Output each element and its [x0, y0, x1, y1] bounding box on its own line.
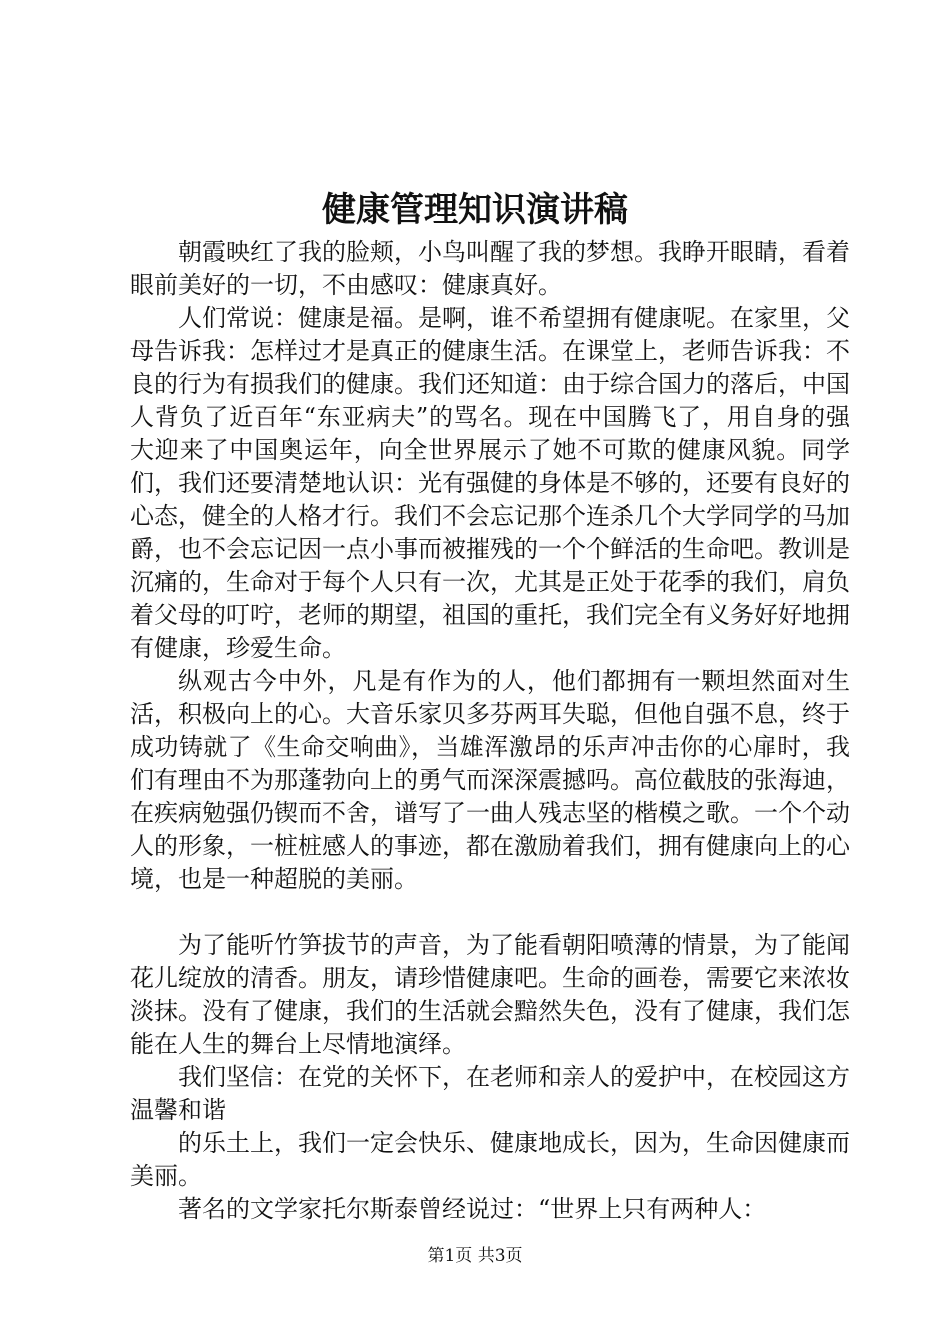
paragraph-2: 人们常说：健康是福。是啊，谁不希望拥有健康呢。在家里，父母告诉我：怎样过才是真正的健康生活。在课堂上，老师告诉我：不良的行为有损我们的健康。我们还知道：由于综合国力的落后，中国人背负了近百年“东亚病夫”的骂名。现在中国腾飞了，用自身的强大迎来了中国奥运年，向全世界展示了她不可欺的健康风貌。同学们，我们还要清楚地认识：光有强健的身体是不够的，还要有良好的心态，健全的人格才行。我们不会忘记那个连杀几个大学同学的马加爵，也不会忘记因一点小事而被摧残的一个个鲜活的生命吧。教训是沉痛的，生命对于每个人只有一次，尤其是正处于花季的我们，肩负着父母的叮咛，老师的期望，祖国的重托，我们完全有义务好好地拥有健康，珍爱生命。 [130, 304, 850, 662]
paragraph-4: 为了能听竹笋拔节的声音，为了能看朝阳喷薄的情景，为了能闻花儿绽放的清香。朋友，请珍惜健康吧。生命的画卷，需要它来浓妆淡抹。没有了健康，我们的生活就会黯然失色，没有了健康，我们怎能在人生的舞台上尽情地演绎。 [130, 931, 850, 1058]
paragraph-1: 朝霞映红了我的脸颊，小鸟叫醒了我的梦想。我睁开眼睛，看着眼前美好的一切，不由感叹：健康真好。 [130, 238, 850, 299]
page-number-footer: 第1页 共3页 [427, 1246, 523, 1266]
paragraph-3: 纵观古今中外，凡是有作为的人，他们都拥有一颗坦然面对生活，积极向上的心。大音乐家贝多芬两耳失聪，但他自强不息，终于成功铸就了《生命交响曲》，当雄浑激昂的乐声冲击你的心扉时，我们有理由不为那蓬勃向上的勇气而深深震撼吗。高位截肢的张海迪，在疾病勉强仍锲而不舍，谱写了一曲人残志坚的楷模之歌。一个个动人的形象，一桩桩感人的事迹，都在激励着我们，拥有健康向上的心境，也是一种超脱的美丽。 [130, 667, 850, 893]
paragraph-5: 我们坚信：在党的关怀下，在老师和亲人的爱护中，在校园这方温馨和谐 [130, 1063, 850, 1124]
paragraph-7: 著名的文学家托尔斯泰曾经说过：“世界上只有两种人： [178, 1195, 767, 1223]
document-title: 健康管理知识演讲稿 [322, 190, 628, 230]
paragraph-6: 的乐土上，我们一定会快乐、健康地成长，因为，生命因健康而美丽。 [130, 1129, 850, 1190]
document-body [130, 236, 850, 1226]
